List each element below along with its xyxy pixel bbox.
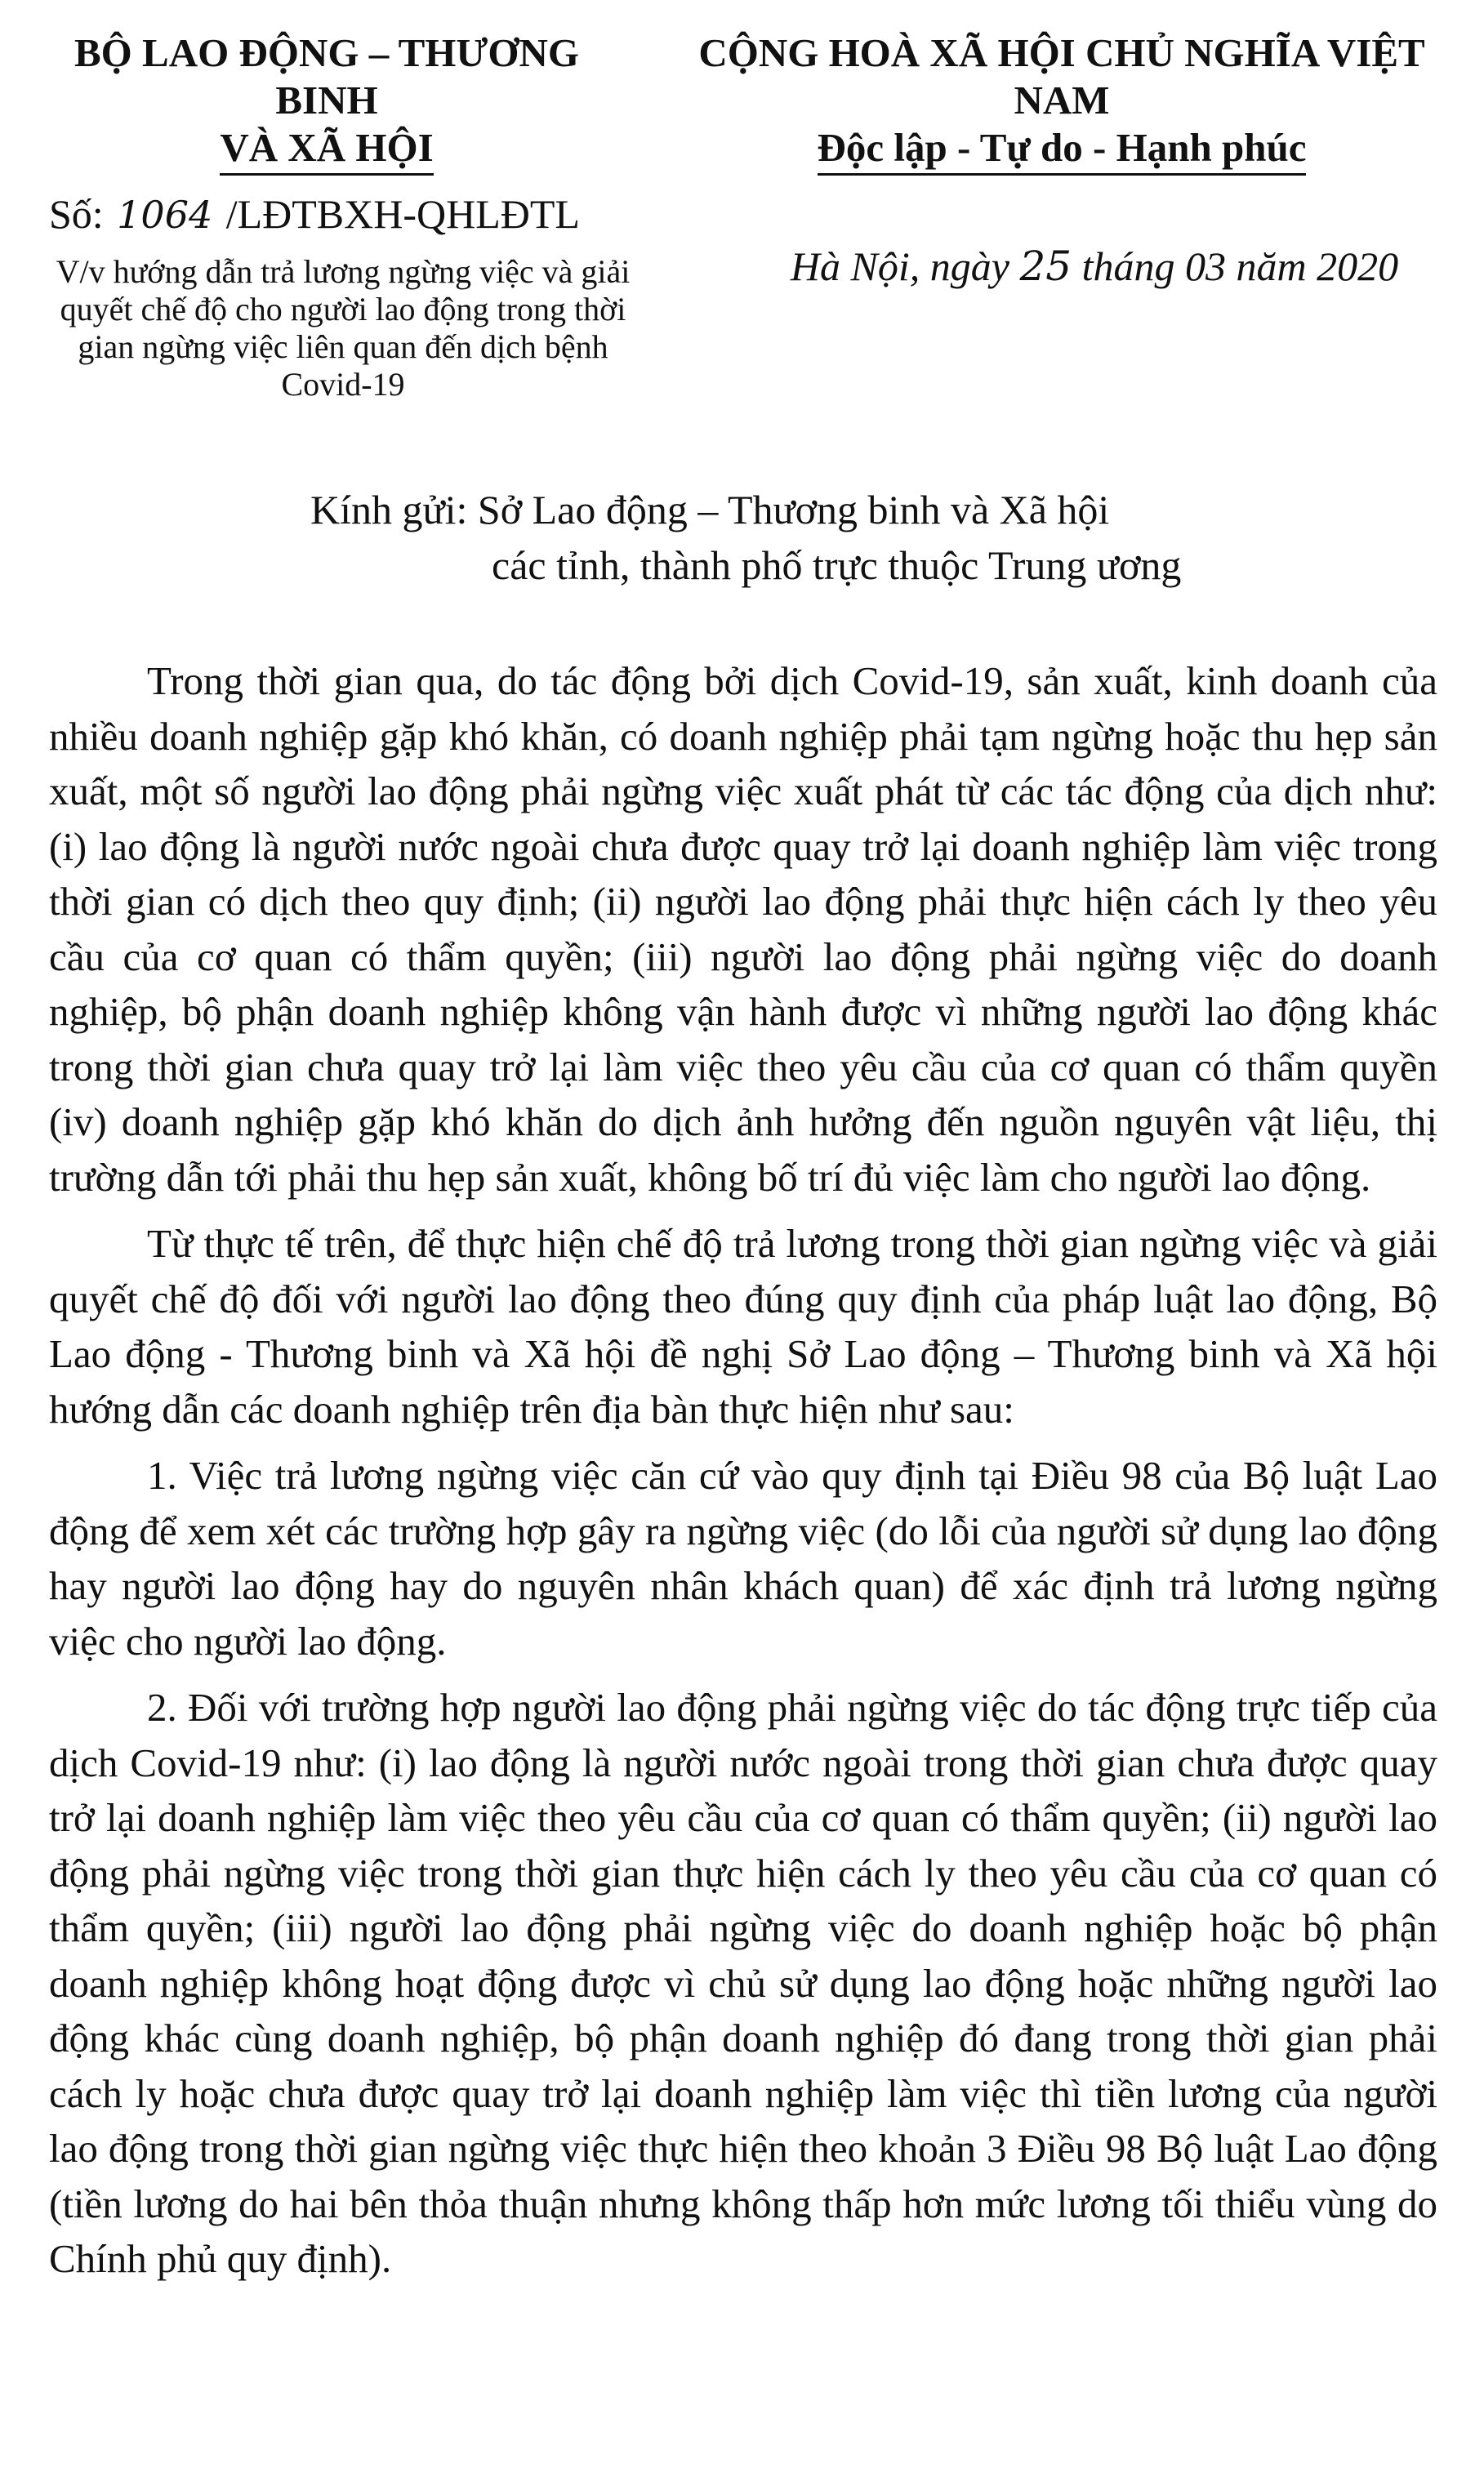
country-name: CỘNG HOÀ XÃ HỘI CHỦ NGHĨA VIỆT NAM [698,30,1425,123]
national-motto [670,29,1454,176]
document-body [49,653,1437,2298]
body-paragraph: 1. Việc trả lương ngừng việc căn cứ vào quy định tại Điều 98 của Bộ luật Lao động để xem xét các trường hợp gây ra ngừng việc (do lỗi của người sử dụng lao động hay người lao động hay do nguyên nhân khách quan) để xác định trả lương ngừng việc cho người lao động. [49,1453,1437,1664]
agency-line-1: BỘ LAO ĐỘNG – THƯƠNG BINH [74,30,579,123]
number-prefix: Số: [49,191,104,237]
body-paragraph: Trong thời gian qua, do tác động bởi dịch Covid-19, sản xuất, kinh doanh của nhiều doanh nghiệp gặp khó khăn, có doanh nghiệp phải tạm ngừng hoặc thu hẹp sản xuất, một số người lao động phải ngừng việc xuất phát từ các tác động của dịch như: (i) lao động là người nước ngoài chưa được quay trở lại doanh nghiệp làm việc trong thời gian có dịch theo quy định; (ii) người lao động phải thực hiện cách ly theo yêu cầu của cơ quan có thẩm quyền; (iii) người lao động phải ngừng việc do doanh nghiệp, bộ phận doanh nghiệp không vận hành được vì những người lao động khác trong thời gian chưa quay trở lại làm việc theo yêu cầu của cơ quan có thẩm quyền (iv) doanh nghiệp gặp khó khăn do dịch ảnh hưởng đến nguồn nguyên vật liệu, thị trường dẫn tới phải thu hẹp sản xuất, không bố trí đủ việc làm cho người lao động. [49,658,1437,1200]
recipient-block [310,482,1181,593]
body-paragraph: 2. Đối với trường hợp người lao động phải ngừng việc do tác động trực tiếp của dịch Covid-19 như: (i) lao động là người nước ngoài trong thời gian chưa được quay trở lại doanh nghiệp làm việc theo yêu cầu của cơ quan có thẩm quyền; (ii) người lao động phải ngừng việc trong thời gian thực hiện cách ly theo yêu cầu của cơ quan có thẩm quyền; (iii) người lao động phải ngừng việc do doanh nghiệp hoặc bộ phận doanh nghiệp không hoạt động được vì chủ sử dụng lao động hoặc những người lao động khác cùng doanh nghiệp, bộ phận doanh nghiệp đó đang trong thời gian phải cách ly hoặc chưa được quay trở lại doanh nghiệp làm việc thì tiền lương của người lao động trong thời gian ngừng việc thực hiện theo khoản 3 Điều 98 Bộ luật Lao động (tiền lương do hai bên thỏa thuận nhưng không thấp hơn mức lương tối thiểu vùng do Chính phủ quy định). [49,1685,1437,2281]
date-suffix: tháng 03 năm 2020 [1081,243,1399,289]
issuing-agency [33,29,621,176]
handwritten-day: 25 [1019,243,1072,290]
handwritten-number: 1064 [117,193,213,237]
subject-line: V/v hướng dẫn trả lương ngừng việc và giải quyết chế độ cho người lao động trong thời gian ngừng việc liên quan đến dịch bệnh Covid-19 [56,253,631,403]
document-number [49,189,580,239]
number-suffix: /LĐTBXH-QHLĐTL [225,191,580,237]
recipient-label: Kính gửi: [310,487,468,532]
date-prefix: Hà Nội, ngày [790,243,1009,289]
recipient-line-1: Sở Lao động – Thương binh và Xã hội [477,487,1110,532]
body-paragraph: Từ thực tế trên, để thực hiện chế độ trả lương trong thời gian ngừng việc và giải quyết chế độ đối với người lao động theo đúng quy định của pháp luật lao động, Bộ Lao động - Thương binh và Xã hội đề nghị Sở Lao động – Thương binh và Xã hội hướng dẫn các doanh nghiệp trên địa bàn thực hiện như sau: [49,1221,1437,1432]
motto-line: Độc lập - Tự do - Hạnh phúc [818,124,1307,176]
place-date [735,242,1454,291]
agency-line-2: VÀ XÃ HỘI [220,124,433,176]
recipient-line-2: các tỉnh, thành phố trực thuộc Trung ương [492,542,1182,588]
